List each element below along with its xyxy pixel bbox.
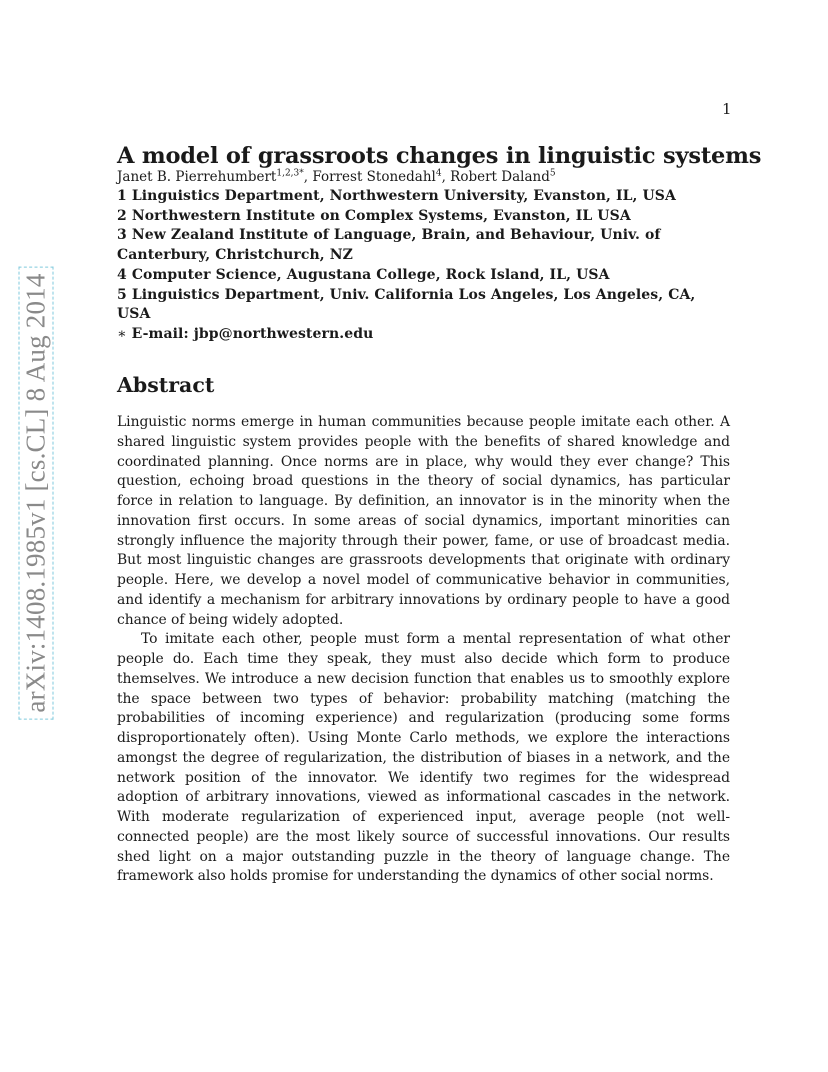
- affiliation-line: USA: [117, 306, 151, 323]
- author-name: Forrest Stonedahl: [312, 169, 436, 185]
- affiliation-line: Canterbury, Christchurch, NZ: [117, 247, 353, 264]
- abstract-heading: Abstract: [117, 373, 215, 397]
- author-affiliation-marks: 4: [435, 168, 442, 179]
- author: [450, 169, 555, 185]
- author-list: [117, 169, 730, 185]
- author-name: Robert Daland: [450, 169, 550, 185]
- author-name: Janet B. Pierrehumbert: [117, 169, 277, 185]
- corresponding-author-mark: ∗: [117, 325, 127, 342]
- page-number: 1: [722, 100, 732, 118]
- arxiv-identifier-stamp: arXiv:1408.1985v1 [cs.CL] 8 Aug 2014: [19, 266, 54, 719]
- paper-title: A model of grassroots changes in linguistic systems: [117, 143, 762, 169]
- author-affiliation-marks: 5: [549, 168, 556, 179]
- corresponding-email: [117, 325, 730, 345]
- abstract-paragraph: To imitate each other, people must form a mental representation of what other people do. Each time they speak, they must also decide which form to produce themselves. We introduce a new decision function that enables us to smoothly explore the space between two types of behavior: probability matching (matching the probabilities of incoming experience) and regularization (producing some forms disproportionately often). Using Monte Carlo methods, we explore the interactions amongst the degree of regularization, the distribution of biases in a network, and the network position of the innovator. We identify two regimes for the widespread adoption of arbitrary innovations, viewed as informational cascades in the network. With moderate regularization of experienced input, average people (not well-connected people) are the most likely source of successful innovations. Our results shed light on a major outstanding puzzle in the theory of language change. The framework also holds promise for understanding the dynamics of other social norms.: [117, 631, 730, 885]
- author-separator: ,: [303, 169, 313, 185]
- affiliation-list: [117, 187, 730, 345]
- abstract-body: [117, 413, 730, 887]
- author: [117, 169, 312, 185]
- affiliation-line: 4 Computer Science, Augustana College, Rock Island, IL, USA: [117, 266, 610, 283]
- affiliation-line: 1 Linguistics Department, Northwestern University, Evanston, IL, USA: [117, 188, 676, 204]
- author: [312, 169, 450, 185]
- affiliation-line: 2 Northwestern Institute on Complex Systems, Evanston, IL USA: [117, 207, 631, 224]
- author-separator: ,: [441, 169, 451, 185]
- affiliation-line: 5 Linguistics Department, Univ. California Los Angeles, Los Angeles, CA,: [117, 286, 696, 303]
- author-affiliation-marks: 1,2,3*: [276, 168, 304, 179]
- email-text: E-mail: jbp@northwestern.edu: [131, 325, 374, 342]
- affiliation-line: 3 New Zealand Institute of Language, Brain, and Behaviour, Univ. of: [117, 227, 661, 244]
- abstract-paragraph: Linguistic norms emerge in human communities because people imitate each other. A shared linguistic system provides people with the benefits of shared knowledge and coordinated planning. Once norms are in place, why would they ever change? This question, echoing broad questions in the theory of social dynamics, has particular force in relation to language. By definition, an innovator is in the minority when the innovation first occurs. In some areas of social dynamics, important minorities can strongly influence the majority through their power, fame, or use of broadcast media. But most linguistic changes are grassroots developments that originate with ordinary people. Here, we develop a novel model of communicative behavior in communities, and identify a mechanism for arbitrary innovations by ordinary people to have a good chance of being widely adopted.: [117, 414, 730, 628]
